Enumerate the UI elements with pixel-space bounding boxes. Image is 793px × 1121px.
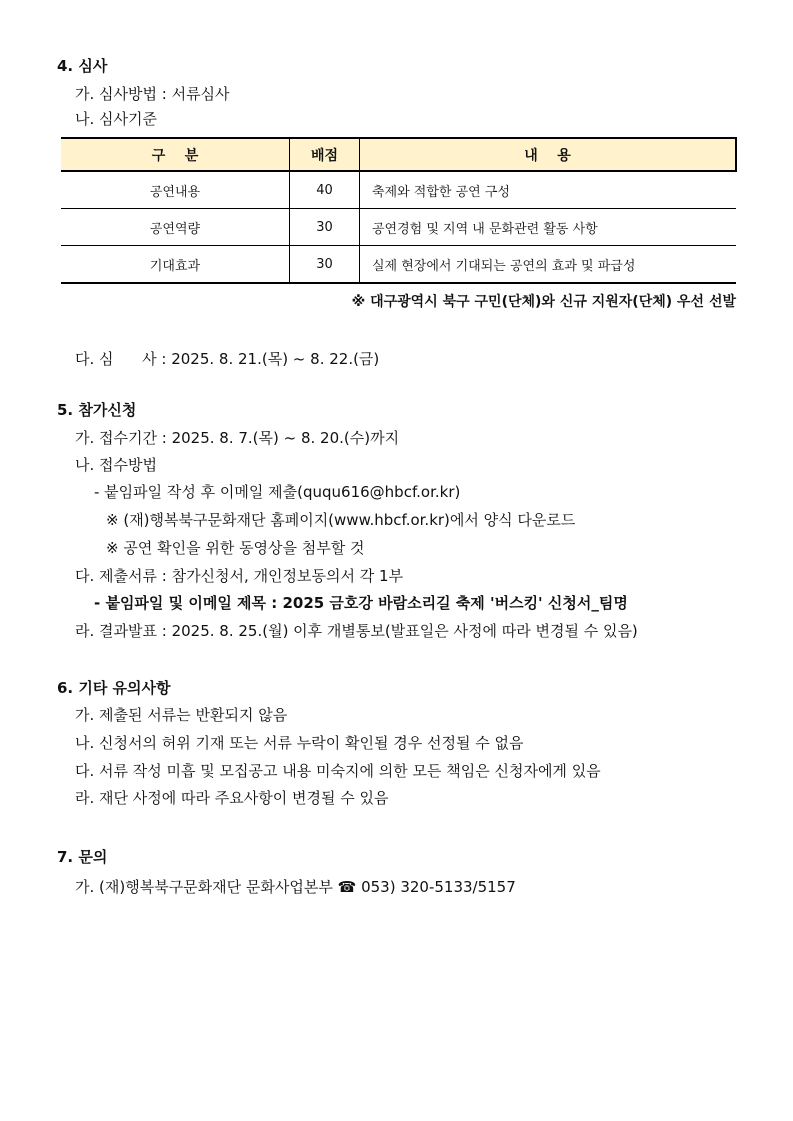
review-criteria-label: 나. 심사기준 [75, 110, 157, 128]
review-period: 다. 심 사 : 2025. 8. 21.(목) ~ 8. 22.(금) [75, 350, 380, 368]
row-content: 실제 현장에서 기대되는 공연의 효과 및 파급성 [360, 246, 737, 284]
header-content: 내 용 [360, 138, 737, 171]
required-documents: 다. 제출서류 : 참가신청서, 개인정보동의서 각 1부 [75, 567, 404, 585]
row-category: 기대효과 [61, 246, 290, 284]
section-6-title: 6. 기타 유의사항 [57, 679, 171, 697]
review-method: 가. 심사방법 : 서류심사 [75, 85, 230, 103]
header-category: 구 분 [61, 138, 290, 171]
table-row [61, 209, 736, 246]
priority-note: ※ 대구광역시 북구 구민(단체)와 신규 지원자(단체) 우선 선발 [351, 294, 736, 310]
row-content: 공연경험 및 지역 내 문화관련 활동 사항 [360, 209, 737, 246]
row-content: 축제와 적합한 공연 구성 [360, 171, 737, 209]
section-5-title: 5. 참가신청 [57, 401, 137, 419]
row-category: 공연내용 [61, 171, 290, 209]
email-subject-format: - 붙임파일 및 이메일 제목 : 2025 금호강 바람소리길 축제 '버스킹' 신청서_팀명 [94, 594, 628, 612]
notice-item-b: 나. 신청서의 허위 기재 또는 서류 누락이 확인될 경우 선정될 수 없음 [75, 734, 524, 752]
contact-info: 가. (재)행복북구문화재단 문화사업본부 ☎ 053) 320-5133/5157 [75, 878, 516, 896]
table-row [61, 171, 736, 209]
notice-item-a: 가. 제출된 서류는 반환되지 않음 [75, 706, 288, 724]
application-method-email: - 붙임파일 작성 후 이메일 제출(ququ616@hbcf.or.kr) [94, 483, 461, 501]
result-announcement: 라. 결과발표 : 2025. 8. 25.(월) 이후 개별통보(발표일은 사정에 따라 변경될 수 있음) [75, 622, 638, 640]
table-row [61, 246, 736, 284]
video-attach-note: ※ 공연 확인을 위한 동영상을 첨부할 것 [106, 539, 365, 557]
header-score: 배점 [290, 138, 360, 171]
row-score: 40 [290, 171, 360, 209]
row-score: 30 [290, 246, 360, 284]
application-period: 가. 접수기간 : 2025. 8. 7.(목) ~ 8. 20.(수)까지 [75, 429, 400, 447]
section-7-title: 7. 문의 [57, 848, 108, 866]
notice-item-c: 다. 서류 작성 미흡 및 모집공고 내용 미숙지에 의한 모든 책임은 신청자에게 있음 [75, 762, 601, 780]
form-download-note: ※ (재)행복북구문화재단 홈페이지(www.hbcf.or.kr)에서 양식 다운로드 [106, 511, 576, 529]
section-4-title: 4. 심사 [57, 57, 108, 75]
application-method-label: 나. 접수방법 [75, 456, 157, 474]
notice-item-d: 라. 재단 사정에 따라 주요사항이 변경될 수 있음 [75, 789, 389, 807]
table-header-row [61, 138, 736, 171]
review-criteria-table [61, 137, 737, 284]
row-score: 30 [290, 209, 360, 246]
row-category: 공연역량 [61, 209, 290, 246]
